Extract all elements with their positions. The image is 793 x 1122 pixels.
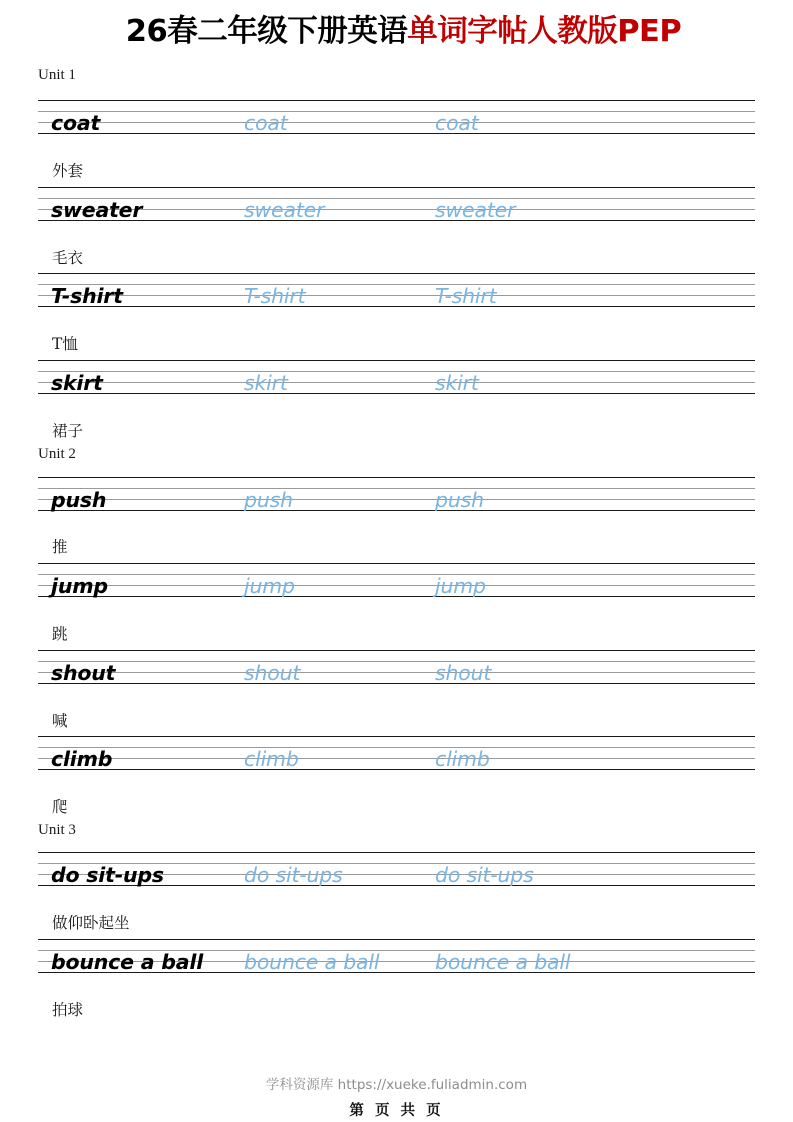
word-meaning: 外套 — [52, 162, 84, 180]
tracing-copy: jump — [244, 573, 295, 598]
word-meaning: 拍球 — [52, 1001, 84, 1019]
unit-label: Unit 2 — [38, 446, 76, 462]
vocabulary-word: sweater — [51, 197, 143, 222]
vocabulary-word: coat — [51, 110, 101, 135]
word-meaning: 推 — [52, 538, 68, 556]
rule-line-mid2 — [38, 672, 755, 673]
writing-line-group — [38, 477, 755, 511]
word-meaning: 喊 — [52, 712, 68, 730]
unit-label: Unit 1 — [38, 67, 76, 83]
tracing-copy: shout — [435, 660, 492, 685]
rule-line-top — [38, 100, 755, 101]
unit-label: Unit 3 — [38, 822, 76, 838]
vocabulary-word: shout — [51, 660, 116, 685]
vocabulary-word: push — [51, 487, 107, 512]
rule-line-bottom — [38, 510, 755, 511]
writing-line-group — [38, 736, 755, 770]
writing-line-group — [38, 187, 755, 221]
writing-line-group — [38, 852, 755, 886]
tracing-copy: do sit-ups — [244, 862, 343, 887]
writing-line-group — [38, 273, 755, 307]
rule-line-mid1 — [38, 488, 755, 489]
tracing-copy: push — [435, 487, 484, 512]
writing-line-group — [38, 650, 755, 684]
rule-line-top — [38, 563, 755, 564]
tracing-copy: T-shirt — [435, 283, 497, 308]
rule-line-top — [38, 187, 755, 188]
rule-line-mid1 — [38, 111, 755, 112]
page-title-black-part: 26春二年级下册英语 — [125, 14, 408, 49]
vocabulary-word: jump — [51, 573, 108, 598]
tracing-copy: climb — [435, 746, 490, 771]
tracing-copy: push — [244, 487, 293, 512]
tracing-copy: skirt — [435, 370, 479, 395]
tracing-copy: do sit-ups — [435, 862, 534, 887]
writing-line-group — [38, 360, 755, 394]
tracing-copy: bounce a ball — [435, 949, 571, 974]
vocabulary-word: T-shirt — [51, 283, 123, 308]
rule-line-mid1 — [38, 574, 755, 575]
tracing-copy: sweater — [244, 197, 325, 222]
footer-page-numbers: 第 页 共 页 — [349, 1103, 444, 1119]
writing-line-group — [38, 939, 755, 973]
word-meaning: T恤 — [52, 335, 78, 353]
rule-line-bottom — [38, 393, 755, 394]
page-title — [0, 14, 793, 51]
word-meaning: 裙子 — [52, 422, 84, 440]
tracing-copy: sweater — [435, 197, 516, 222]
rule-line-mid2 — [38, 758, 755, 759]
tracing-copy: shout — [244, 660, 301, 685]
rule-line-top — [38, 852, 755, 853]
tracing-copy: bounce a ball — [244, 949, 380, 974]
word-meaning: 做仰卧起坐 — [52, 914, 130, 932]
rule-line-bottom — [38, 220, 755, 221]
rule-line-bottom — [38, 306, 755, 307]
rule-line-mid2 — [38, 382, 755, 383]
vocabulary-word: do sit-ups — [51, 862, 164, 887]
rule-line-mid2 — [38, 122, 755, 123]
tracing-copy: T-shirt — [244, 283, 306, 308]
vocabulary-word: bounce a ball — [51, 949, 204, 974]
word-meaning: 跳 — [52, 625, 68, 643]
rule-line-top — [38, 736, 755, 737]
rule-line-top — [38, 477, 755, 478]
tracing-copy: coat — [435, 110, 479, 135]
rule-line-top — [38, 650, 755, 651]
rule-line-top — [38, 360, 755, 361]
rule-line-bottom — [38, 596, 755, 597]
rule-line-top — [38, 273, 755, 274]
rule-line-bottom — [38, 133, 755, 134]
rule-line-bottom — [38, 769, 755, 770]
rule-line-mid1 — [38, 661, 755, 662]
writing-line-group — [38, 100, 755, 134]
tracing-copy: climb — [244, 746, 299, 771]
tracing-copy: jump — [435, 573, 486, 598]
tracing-copy: coat — [244, 110, 288, 135]
rule-line-mid1 — [38, 198, 755, 199]
word-meaning: 爬 — [52, 798, 68, 816]
word-meaning: 毛衣 — [52, 249, 84, 267]
rule-line-top — [38, 939, 755, 940]
footer-credit: 学科资源库 https://xueke.fuliadmin.com — [265, 1077, 528, 1093]
rule-line-mid1 — [38, 747, 755, 748]
rule-line-mid2 — [38, 295, 755, 296]
rule-line-mid1 — [38, 284, 755, 285]
tracing-copy: skirt — [244, 370, 288, 395]
vocabulary-word: climb — [51, 746, 113, 771]
rule-line-mid2 — [38, 585, 755, 586]
writing-line-group — [38, 563, 755, 597]
rule-line-bottom — [38, 683, 755, 684]
page-title-red-part: 单词字帖人教版PEP — [407, 14, 682, 49]
rule-line-mid1 — [38, 371, 755, 372]
rule-line-mid2 — [38, 209, 755, 210]
rule-line-mid2 — [38, 499, 755, 500]
vocabulary-word: skirt — [51, 370, 103, 395]
